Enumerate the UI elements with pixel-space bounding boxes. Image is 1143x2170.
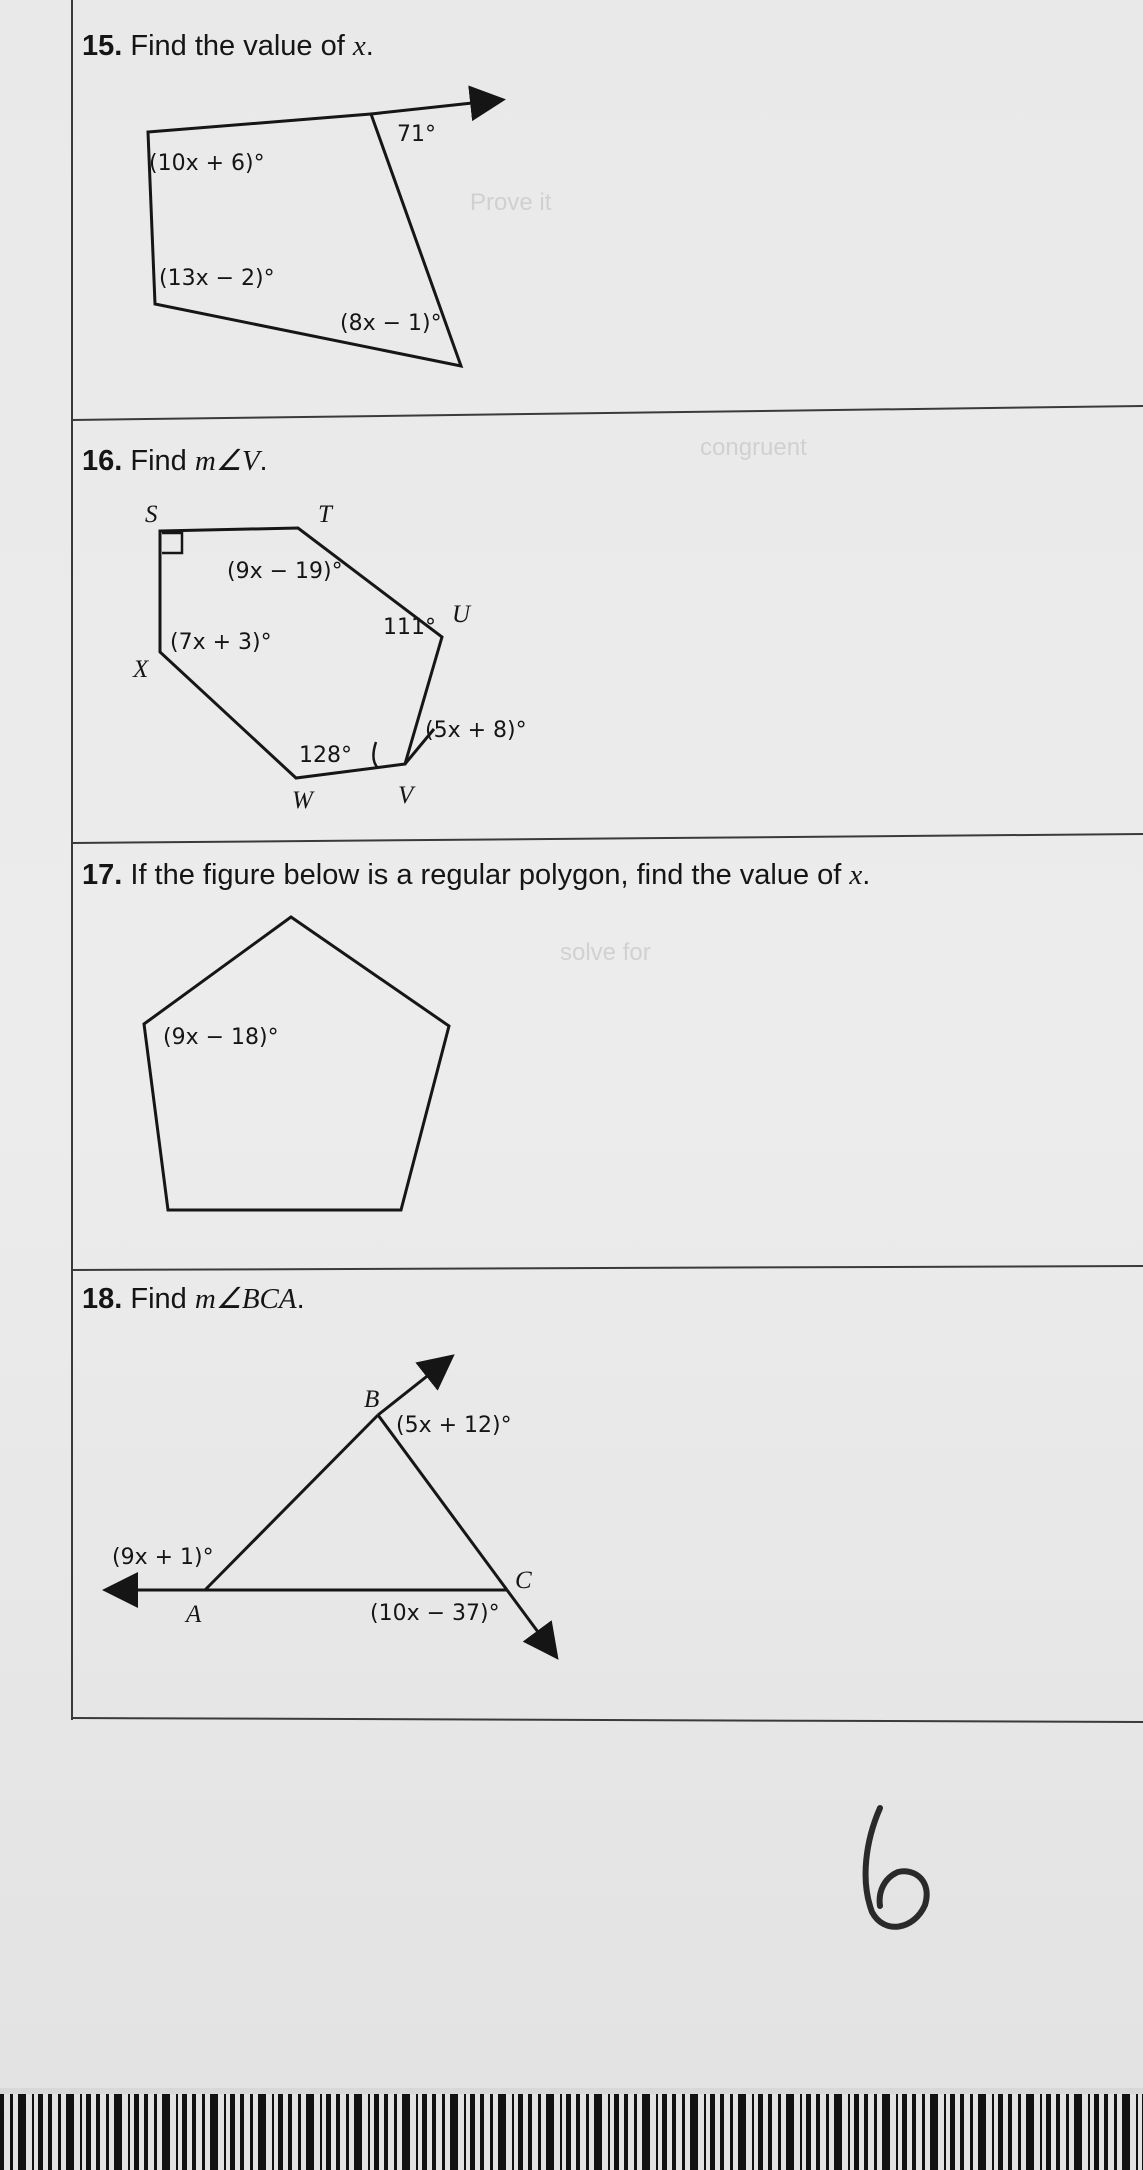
divider-q16-q17 [72,834,1143,843]
divider-q17-q18 [72,1266,1143,1270]
side-AB [205,1415,378,1590]
angle-label-q16-U: 111° [383,615,436,640]
vertex-A: A [186,1601,202,1628]
vertex-S: S [145,501,158,528]
svg-text:solve for: solve for [560,939,651,966]
right-angle-mark-S [162,533,182,553]
question-18 [82,1283,555,1655]
divider-q15-q16 [72,406,1143,420]
ray-beyond-B [378,1358,450,1415]
question-15 [82,30,500,366]
barcode-strip [0,2090,1143,2170]
question-18-prompt: 18. Find m∠BCA. [82,1283,305,1315]
angle-label-q15-71: 71° [397,122,436,147]
barcode-top-band [0,2088,1143,2094]
handwritten-6-stroke [866,1808,927,1927]
side-BC [378,1415,507,1590]
back-side-bleed [470,189,807,966]
question-17-prompt: 17. If the figure below is a regular polygon, find the value of x. [82,859,871,891]
angle-label-q16-W: 128° [299,743,352,768]
angle-arc-W [373,742,378,768]
question-16-prompt: 16. Find m∠V. [82,445,268,477]
handwritten-answer [866,1808,927,1927]
svg-text:congruent: congruent [700,434,807,461]
angle-label-q16-X: (7x + 3)° [170,630,272,655]
vertex-W: W [292,787,313,814]
ray-beyond-C [507,1590,555,1655]
question-17 [82,859,870,1210]
angle-label-q15-bottom: (8x − 1)° [340,311,442,336]
angle-label-q18-A: (9x + 1)° [112,1545,214,1570]
regular-pentagon-q17 [144,917,449,1210]
angle-label-q15-top-left: (10x + 6)° [149,151,265,176]
vertex-T: T [318,501,332,528]
angle-label-q18-C: (10x − 37)° [370,1601,500,1626]
vertex-U: U [452,601,471,628]
angle-label-q17: (9x − 18)° [163,1025,279,1050]
angle-label-q15-left: (13x − 2)° [159,266,275,291]
vertex-C: C [515,1567,532,1594]
question-16 [82,445,527,814]
vertex-B: B [364,1386,380,1413]
angle-label-q16-T: (9x − 19)° [227,559,343,584]
vertex-V: V [398,782,414,809]
divider-q18-end [72,1718,1143,1722]
svg-text:Prove it: Prove it [470,189,552,216]
vertex-X: X [133,656,149,683]
question-15-prompt: 15. Find the value of x. [82,30,374,62]
extension-ray-q15 [371,100,500,114]
angle-label-q18-B: (5x + 12)° [396,1413,512,1438]
angle-label-q16-V: (5x + 8)° [425,718,527,743]
